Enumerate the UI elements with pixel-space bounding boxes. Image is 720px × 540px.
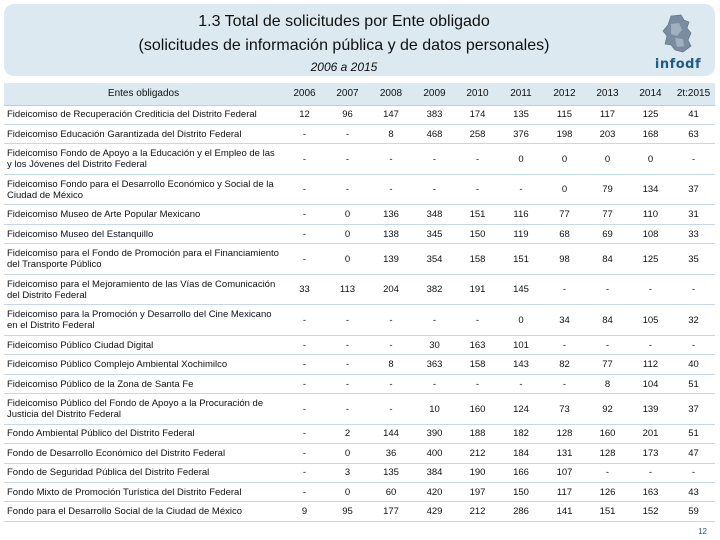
value-cell: - xyxy=(413,305,456,336)
table-body xyxy=(4,105,715,521)
value-cell: 107 xyxy=(543,463,586,482)
value-cell: 73 xyxy=(543,394,586,425)
value-cell: 0 xyxy=(326,444,369,463)
value-cell: 174 xyxy=(456,105,499,124)
value-cell: 63 xyxy=(672,124,715,143)
value-cell: 104 xyxy=(629,374,672,393)
value-cell: - xyxy=(283,355,326,374)
value-cell: 0 xyxy=(543,174,586,205)
value-cell: 3 xyxy=(326,463,369,482)
value-cell: - xyxy=(543,274,586,305)
value-cell: 182 xyxy=(499,424,543,443)
value-cell: - xyxy=(369,305,413,336)
logo-text: infodf xyxy=(654,57,702,72)
value-cell: 79 xyxy=(586,174,629,205)
value-cell: 32 xyxy=(672,305,715,336)
column-header-year: 2012 xyxy=(543,83,586,105)
value-cell: 34 xyxy=(543,305,586,336)
value-cell: 51 xyxy=(672,424,715,443)
value-cell: 35 xyxy=(672,244,715,275)
value-cell: 0 xyxy=(326,482,369,501)
value-cell: 0 xyxy=(499,144,543,175)
value-cell: 0 xyxy=(326,224,369,243)
entity-name-cell: Fondo Mixto de Promoción Turística del Distrito Federal xyxy=(4,482,283,501)
value-cell: - xyxy=(326,336,369,355)
value-cell: 201 xyxy=(629,424,672,443)
value-cell: - xyxy=(456,374,499,393)
entity-name-cell: Fideicomiso Público de la Zona de Santa Fe xyxy=(4,374,283,393)
value-cell: 197 xyxy=(456,482,499,501)
value-cell: 258 xyxy=(456,124,499,143)
value-cell: 8 xyxy=(586,374,629,393)
value-cell: 9 xyxy=(283,502,326,521)
value-cell: 37 xyxy=(672,174,715,205)
page-subtitle: (solicitudes de información pública y de datos personales) xyxy=(138,37,550,54)
value-cell: 125 xyxy=(629,244,672,275)
table-row xyxy=(4,144,715,175)
value-cell: 77 xyxy=(543,205,586,224)
value-cell: 77 xyxy=(586,355,629,374)
value-cell: 0 xyxy=(326,205,369,224)
value-cell: 152 xyxy=(629,502,672,521)
entity-name-cell: Fideicomiso Público del Fondo de Apoyo a la Procuración de Justicia del Distrito Federal xyxy=(4,394,283,425)
value-cell: - xyxy=(369,394,413,425)
entity-name-cell: Fondo de Desarrollo Económico del Distrito Federal xyxy=(4,444,283,463)
value-cell: - xyxy=(543,374,586,393)
entity-name-cell: Fondo de Seguridad Pública del Distrito Federal xyxy=(4,463,283,482)
entity-name-cell: Fideicomiso para el Fondo de Promoción para el Financiamiento del Transporte Público xyxy=(4,244,283,275)
value-cell: 113 xyxy=(326,274,369,305)
value-cell: 151 xyxy=(456,205,499,224)
value-cell: - xyxy=(283,424,326,443)
value-cell: 420 xyxy=(413,482,456,501)
value-cell: 204 xyxy=(369,274,413,305)
value-cell: - xyxy=(326,124,369,143)
entity-name-cell: Fideicomiso Museo de Arte Popular Mexicano xyxy=(4,205,283,224)
column-header-year: 2008 xyxy=(369,83,413,105)
value-cell: - xyxy=(283,463,326,482)
value-cell: 138 xyxy=(369,224,413,243)
value-cell: 212 xyxy=(456,444,499,463)
value-cell: - xyxy=(326,305,369,336)
value-cell: 139 xyxy=(629,394,672,425)
value-cell: 150 xyxy=(456,224,499,243)
value-cell: 190 xyxy=(456,463,499,482)
value-cell: 84 xyxy=(586,244,629,275)
value-cell: 348 xyxy=(413,205,456,224)
value-cell: - xyxy=(672,144,715,175)
value-cell: - xyxy=(586,463,629,482)
table-row xyxy=(4,105,715,124)
value-cell: 36 xyxy=(369,444,413,463)
value-cell: 158 xyxy=(456,244,499,275)
value-cell: 0 xyxy=(629,144,672,175)
value-cell: 98 xyxy=(543,244,586,275)
column-header-year: 2009 xyxy=(413,83,456,105)
value-cell: - xyxy=(629,463,672,482)
value-cell: - xyxy=(586,274,629,305)
table-row xyxy=(4,355,715,374)
value-cell: 8 xyxy=(369,124,413,143)
value-cell: 383 xyxy=(413,105,456,124)
value-cell: 115 xyxy=(543,105,586,124)
column-header-year: 2011 xyxy=(499,83,543,105)
entity-name-cell: Fideicomiso Fondo de Apoyo a la Educación y el Empleo de las y los Jóvenes del Distrito Federal xyxy=(4,144,283,175)
value-cell: 33 xyxy=(672,224,715,243)
value-cell: 345 xyxy=(413,224,456,243)
value-cell: 51 xyxy=(672,374,715,393)
value-cell: 212 xyxy=(456,502,499,521)
value-cell: - xyxy=(283,444,326,463)
value-cell: 128 xyxy=(543,424,586,443)
value-cell: 429 xyxy=(413,502,456,521)
value-cell: - xyxy=(499,374,543,393)
table-row xyxy=(4,374,715,393)
requests-table xyxy=(4,83,715,522)
value-cell: - xyxy=(413,374,456,393)
city-map-icon xyxy=(653,14,703,54)
column-header-year: 2010 xyxy=(456,83,499,105)
value-cell: 166 xyxy=(499,463,543,482)
column-header-year: 2007 xyxy=(326,83,369,105)
value-cell: 150 xyxy=(499,482,543,501)
table-row xyxy=(4,305,715,336)
value-cell: 177 xyxy=(369,502,413,521)
value-cell: - xyxy=(283,394,326,425)
page-number: 12 xyxy=(698,527,707,536)
value-cell: 0 xyxy=(499,305,543,336)
value-cell: - xyxy=(369,374,413,393)
value-cell: 40 xyxy=(672,355,715,374)
value-cell: 139 xyxy=(369,244,413,275)
value-cell: 12 xyxy=(283,105,326,124)
column-header-year: 2t:2015 xyxy=(672,83,715,105)
value-cell: 31 xyxy=(672,205,715,224)
table-row xyxy=(4,502,715,521)
value-cell: 101 xyxy=(499,336,543,355)
value-cell: - xyxy=(283,374,326,393)
value-cell: 126 xyxy=(586,482,629,501)
header-panel xyxy=(4,4,715,76)
value-cell: 125 xyxy=(629,105,672,124)
value-cell: - xyxy=(283,336,326,355)
period-label: 2006 a 2015 xyxy=(310,60,378,74)
value-cell: 43 xyxy=(672,482,715,501)
value-cell: 134 xyxy=(629,174,672,205)
value-cell: 376 xyxy=(499,124,543,143)
value-cell: - xyxy=(499,174,543,205)
value-cell: - xyxy=(456,144,499,175)
value-cell: 0 xyxy=(543,144,586,175)
value-cell: 160 xyxy=(456,394,499,425)
value-cell: 0 xyxy=(586,144,629,175)
value-cell: 2 xyxy=(326,424,369,443)
value-cell: 144 xyxy=(369,424,413,443)
value-cell: - xyxy=(413,144,456,175)
value-cell: 96 xyxy=(326,105,369,124)
table-row xyxy=(4,274,715,305)
value-cell: 131 xyxy=(543,444,586,463)
entity-name-cell: Fideicomiso para la Promoción y Desarrollo del Cine Mexicano en el Distrito Federal xyxy=(4,305,283,336)
value-cell: 188 xyxy=(456,424,499,443)
value-cell: - xyxy=(283,144,326,175)
value-cell: 184 xyxy=(499,444,543,463)
value-cell: 382 xyxy=(413,274,456,305)
value-cell: 59 xyxy=(672,502,715,521)
entity-name-cell: Fondo Ambiental Público del Distrito Federal xyxy=(4,424,283,443)
value-cell: 147 xyxy=(369,105,413,124)
value-cell: 119 xyxy=(499,224,543,243)
value-cell: 60 xyxy=(369,482,413,501)
value-cell: 110 xyxy=(629,205,672,224)
value-cell: - xyxy=(369,174,413,205)
value-cell: - xyxy=(283,244,326,275)
entity-name-cell: Fideicomiso Educación Garantizada del Distrito Federal xyxy=(4,124,283,143)
entity-name-cell: Fideicomiso de Recuperación Crediticia del Distrito Federal xyxy=(4,105,283,124)
table-row xyxy=(4,174,715,205)
value-cell: 112 xyxy=(629,355,672,374)
table-row xyxy=(4,463,715,482)
value-cell: - xyxy=(283,124,326,143)
value-cell: - xyxy=(326,174,369,205)
value-cell: 158 xyxy=(456,355,499,374)
value-cell: - xyxy=(456,174,499,205)
value-cell: - xyxy=(326,394,369,425)
value-cell: 198 xyxy=(543,124,586,143)
value-cell: 384 xyxy=(413,463,456,482)
value-cell: 69 xyxy=(586,224,629,243)
table-row xyxy=(4,205,715,224)
value-cell: - xyxy=(283,174,326,205)
table-row xyxy=(4,224,715,243)
table-row xyxy=(4,482,715,501)
value-cell: 37 xyxy=(672,394,715,425)
value-cell: - xyxy=(369,144,413,175)
value-cell: 135 xyxy=(499,105,543,124)
value-cell: - xyxy=(369,336,413,355)
column-header-year: 2013 xyxy=(586,83,629,105)
table-row xyxy=(4,444,715,463)
value-cell: - xyxy=(672,274,715,305)
value-cell: 95 xyxy=(326,502,369,521)
value-cell: - xyxy=(672,336,715,355)
entity-name-cell: Fondo para el Desarrollo Social de la Ciudad de México xyxy=(4,502,283,521)
value-cell: 400 xyxy=(413,444,456,463)
table-header-row xyxy=(4,83,715,105)
value-cell: - xyxy=(629,336,672,355)
value-cell: - xyxy=(672,463,715,482)
value-cell: 191 xyxy=(456,274,499,305)
value-cell: - xyxy=(283,224,326,243)
value-cell: 117 xyxy=(543,482,586,501)
value-cell: 68 xyxy=(543,224,586,243)
infodf-logo xyxy=(653,14,703,72)
entity-name-cell: Fideicomiso para el Mejoramiento de las Vías de Comunicación del Distrito Federal xyxy=(4,274,283,305)
value-cell: 33 xyxy=(283,274,326,305)
entity-name-cell: Fideicomiso Museo del Estanquillo xyxy=(4,224,283,243)
value-cell: 163 xyxy=(456,336,499,355)
value-cell: 145 xyxy=(499,274,543,305)
value-cell: 390 xyxy=(413,424,456,443)
page-title: 1.3 Total de solicitudes por Ente obligado xyxy=(198,13,490,30)
value-cell: - xyxy=(283,305,326,336)
value-cell: 8 xyxy=(369,355,413,374)
value-cell: 47 xyxy=(672,444,715,463)
value-cell: 117 xyxy=(586,105,629,124)
value-cell: 363 xyxy=(413,355,456,374)
table-row xyxy=(4,394,715,425)
value-cell: 151 xyxy=(586,502,629,521)
value-cell: - xyxy=(413,174,456,205)
value-cell: - xyxy=(629,274,672,305)
value-cell: 354 xyxy=(413,244,456,275)
value-cell: 168 xyxy=(629,124,672,143)
value-cell: 116 xyxy=(499,205,543,224)
entity-name-cell: Fideicomiso Fondo para el Desarrollo Económico y Social de la Ciudad de México xyxy=(4,174,283,205)
entity-name-cell: Fideicomiso Público Ciudad Digital xyxy=(4,336,283,355)
value-cell: 151 xyxy=(499,244,543,275)
value-cell: 82 xyxy=(543,355,586,374)
value-cell: 160 xyxy=(586,424,629,443)
value-cell: 141 xyxy=(543,502,586,521)
value-cell: 41 xyxy=(672,105,715,124)
column-header-year: 2014 xyxy=(629,83,672,105)
value-cell: - xyxy=(326,355,369,374)
value-cell: - xyxy=(326,374,369,393)
value-cell: 0 xyxy=(326,244,369,275)
value-cell: 468 xyxy=(413,124,456,143)
value-cell: 108 xyxy=(629,224,672,243)
value-cell: 128 xyxy=(586,444,629,463)
value-cell: 286 xyxy=(499,502,543,521)
value-cell: 203 xyxy=(586,124,629,143)
value-cell: - xyxy=(283,205,326,224)
table-row xyxy=(4,244,715,275)
value-cell: 10 xyxy=(413,394,456,425)
table-row xyxy=(4,124,715,143)
column-header-year: 2006 xyxy=(283,83,326,105)
entity-name-cell: Fideicomiso Público Complejo Ambiental Xochimilco xyxy=(4,355,283,374)
value-cell: 84 xyxy=(586,305,629,336)
value-cell: - xyxy=(326,144,369,175)
value-cell: - xyxy=(283,482,326,501)
value-cell: - xyxy=(456,305,499,336)
table-row xyxy=(4,336,715,355)
value-cell: 143 xyxy=(499,355,543,374)
value-cell: 136 xyxy=(369,205,413,224)
value-cell: - xyxy=(543,336,586,355)
value-cell: 30 xyxy=(413,336,456,355)
value-cell: 105 xyxy=(629,305,672,336)
value-cell: 135 xyxy=(369,463,413,482)
value-cell: 173 xyxy=(629,444,672,463)
column-header-entity: Entes obligados xyxy=(4,83,283,105)
value-cell: 163 xyxy=(629,482,672,501)
value-cell: - xyxy=(586,336,629,355)
value-cell: 77 xyxy=(586,205,629,224)
value-cell: 124 xyxy=(499,394,543,425)
value-cell: 92 xyxy=(586,394,629,425)
table-row xyxy=(4,424,715,443)
